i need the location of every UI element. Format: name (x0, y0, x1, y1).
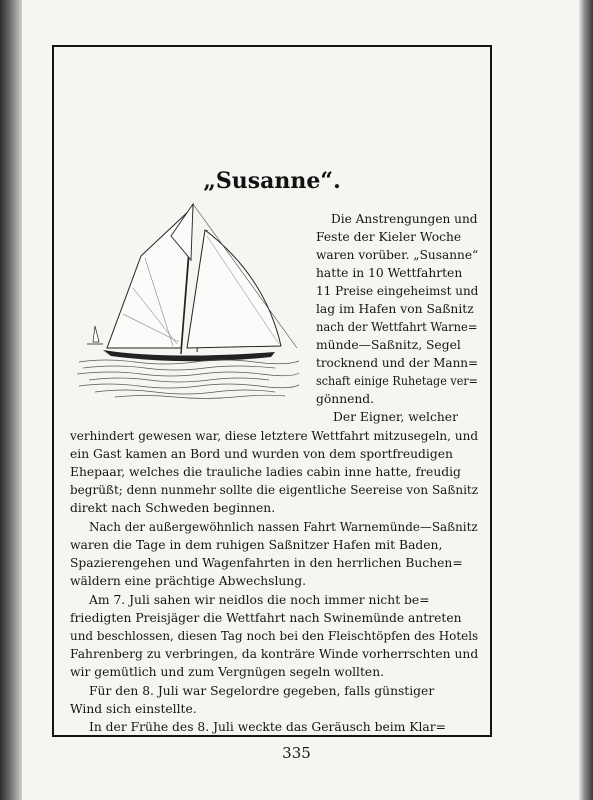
text-line: Die Anstrengungen und (331, 212, 478, 226)
text-line: Feste der Kieler Woche (316, 230, 462, 244)
text-line: Am 7. Juli sahen wir neidlos die noch immer nicht be= (89, 593, 430, 607)
text-line: münde—Saßnitz, Segel (316, 338, 461, 352)
page-edge (579, 0, 593, 800)
text-line: Ehepaar, welches die trauliche ladies cabin inne hatte, freudig (70, 465, 461, 479)
text-line: trocknend und der Mann= (316, 356, 479, 370)
text-line: friedigten Preisjäger die Wettfahrt nach Swinemünde antreten (70, 611, 462, 625)
page-number: 335 (282, 744, 311, 762)
text-line: Wind sich einstellte. (70, 702, 197, 716)
book-gutter (0, 0, 22, 800)
text-line: schaft einige Ruhetage ver= (316, 374, 479, 388)
text-line: wäldern eine prächtige Abwechslung. (70, 574, 307, 588)
text-line: waren die Tage in dem ruhigen Saßnitzer Hafen mit Baden, (70, 538, 443, 552)
text-line: und beschlossen, diesen Tag noch bei den Fleischtöpfen des Hotels (70, 629, 479, 643)
page-title: „Susanne“. (203, 168, 341, 194)
text-line: verhindert gewesen war, diese letztere Wettfahrt mitzusegeln, und (70, 429, 479, 443)
text-line: Der Eigner, welcher (333, 410, 458, 424)
text-line: hatte in 10 Wettfahrten (316, 266, 463, 280)
text-line: begrüßt; denn nunmehr sollte die eigentliche Seereise von Saßnitz (70, 483, 479, 497)
text-line: waren vorüber. „Susanne“ (316, 248, 479, 262)
text-line: Nach der außergewöhnlich nassen Fahrt Warnemünde—Saßnitz (89, 520, 478, 534)
text-line: direkt nach Schweden beginnen. (70, 501, 276, 515)
text-line: Fahrenberg zu verbringen, da konträre Winde vorherrschten und (70, 647, 479, 661)
text-line: Für den 8. Juli war Segelordre gegeben, falls günstiger (89, 684, 435, 698)
text-line: Spazierengehen und Wagenfahrten in den herrlichen Buchen= (70, 556, 463, 570)
text-line: wir gemütlich und zum Vergnügen segeln wollten. (70, 665, 385, 679)
text-line: lag im Hafen von Saßnitz (316, 302, 474, 316)
text-line: In der Frühe des 8. Juli weckte das Geräusch beim Klar= (89, 720, 446, 734)
text-line: gönnend. (316, 392, 375, 406)
text-line: ein Gast kamen an Bord und wurden von dem sportfreudigen (70, 447, 453, 461)
sailboat-illustration (75, 196, 301, 400)
text-line: 11 Preise eingeheimst und (316, 284, 479, 298)
text-line: nach der Wettfahrt Warne= (316, 320, 478, 334)
